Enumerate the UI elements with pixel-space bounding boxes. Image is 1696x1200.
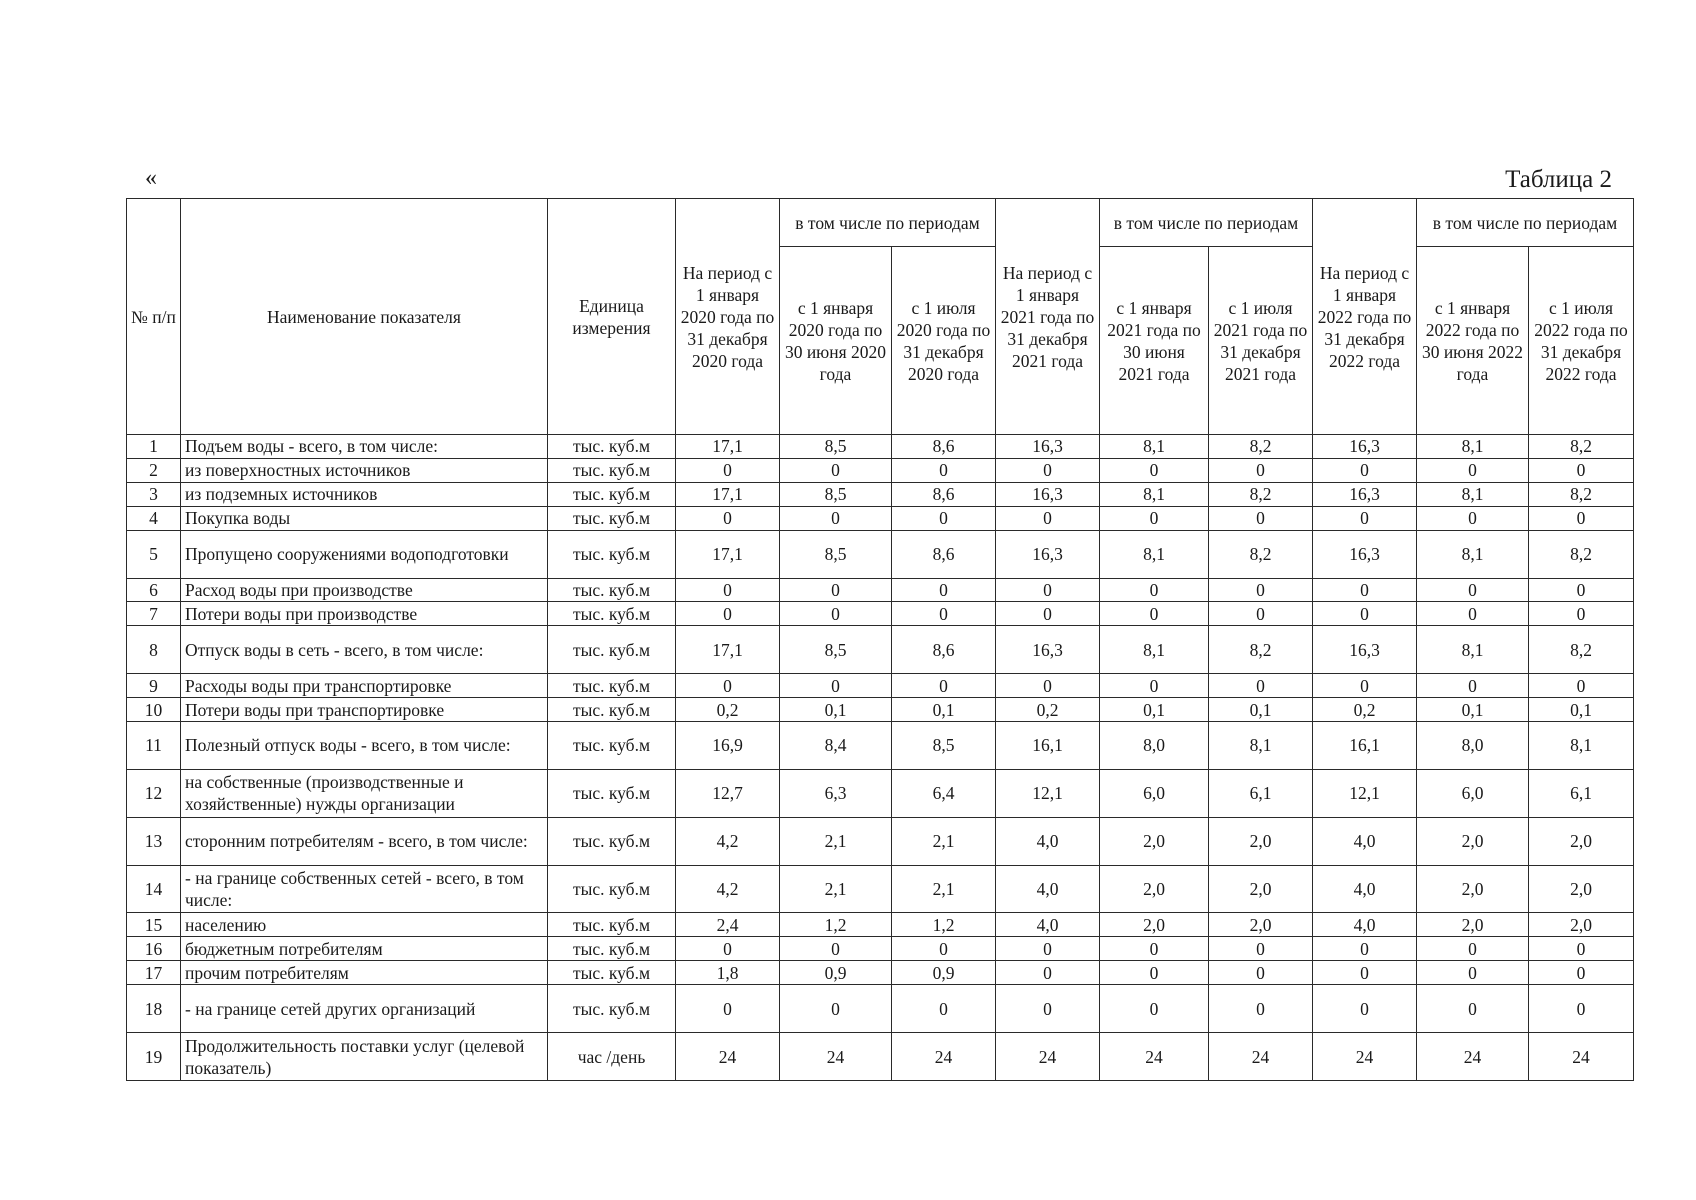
value-cell: 0 (1313, 674, 1417, 698)
value-cell: 2,0 (1209, 913, 1313, 937)
value-cell: 2,0 (1100, 865, 1209, 913)
value-cell: 0 (1529, 674, 1634, 698)
value-cell: 0 (1417, 506, 1529, 530)
value-cell: 0 (1313, 506, 1417, 530)
unit-cell: тыс. куб.м (548, 458, 676, 482)
value-cell: 0 (1100, 458, 1209, 482)
value-cell: 0 (892, 602, 996, 626)
header-including-2021: в том числе по периодам (1100, 199, 1313, 247)
header-2022-h2: с 1 июля 2022 года по 31 декабря 2022 года (1529, 247, 1634, 435)
value-cell: 0 (676, 602, 780, 626)
value-cell: 0,9 (780, 961, 892, 985)
value-cell: 12,7 (676, 769, 780, 817)
value-cell: 0 (996, 458, 1100, 482)
value-cell: 0,2 (676, 698, 780, 722)
value-cell: 8,1 (1100, 626, 1209, 674)
value-cell: 17,1 (676, 626, 780, 674)
indicator-name: Потери воды при производстве (181, 602, 548, 626)
value-cell: 24 (996, 1033, 1100, 1081)
value-cell: 0 (996, 602, 1100, 626)
indicator-name: сторонним потребителям - всего, в том числе: (181, 817, 548, 865)
row-number: 8 (127, 626, 181, 674)
value-cell: 0 (892, 674, 996, 698)
value-cell: 6,1 (1529, 769, 1634, 817)
table-row (127, 674, 1634, 698)
value-cell: 0 (1313, 985, 1417, 1033)
unit-cell: тыс. куб.м (548, 817, 676, 865)
water-supply-indicators-table (126, 198, 1634, 1081)
unit-cell: час /день (548, 1033, 676, 1081)
header-unit: Единица измерения (548, 199, 676, 435)
table-row (127, 626, 1634, 674)
value-cell: 0 (1417, 961, 1529, 985)
value-cell: 0 (1313, 961, 1417, 985)
value-cell: 0 (1417, 602, 1529, 626)
value-cell: 17,1 (676, 482, 780, 506)
value-cell: 8,2 (1529, 482, 1634, 506)
header-including-2020: в том числе по периодам (780, 199, 996, 247)
row-number: 16 (127, 937, 181, 961)
value-cell: 0 (1529, 602, 1634, 626)
table-row (127, 937, 1634, 961)
unit-cell: тыс. куб.м (548, 602, 676, 626)
row-number: 5 (127, 530, 181, 578)
value-cell: 8,5 (780, 530, 892, 578)
value-cell: 0 (1313, 578, 1417, 602)
value-cell: 8,2 (1209, 482, 1313, 506)
value-cell: 12,1 (1313, 769, 1417, 817)
value-cell: 24 (1313, 1033, 1417, 1081)
value-cell: 0 (1209, 602, 1313, 626)
value-cell: 4,0 (1313, 913, 1417, 937)
value-cell: 4,0 (1313, 817, 1417, 865)
value-cell: 16,1 (996, 722, 1100, 770)
table-row (127, 1033, 1634, 1081)
value-cell: 24 (676, 1033, 780, 1081)
row-number: 13 (127, 817, 181, 865)
value-cell: 0 (1529, 961, 1634, 985)
header-2020-h1: с 1 января 2020 года по 30 июня 2020 года (780, 247, 892, 435)
unit-cell: тыс. куб.м (548, 722, 676, 770)
value-cell: 16,3 (1313, 482, 1417, 506)
unit-cell: тыс. куб.м (548, 937, 676, 961)
value-cell: 8,5 (780, 482, 892, 506)
unit-cell: тыс. куб.м (548, 961, 676, 985)
value-cell: 0 (676, 578, 780, 602)
value-cell: 0 (996, 578, 1100, 602)
unit-cell: тыс. куб.м (548, 482, 676, 506)
value-cell: 0 (996, 937, 1100, 961)
value-cell: 6,1 (1209, 769, 1313, 817)
value-cell: 2,1 (780, 865, 892, 913)
value-cell: 1,2 (780, 913, 892, 937)
unit-cell: тыс. куб.м (548, 578, 676, 602)
value-cell: 4,2 (676, 817, 780, 865)
value-cell: 0 (1209, 458, 1313, 482)
row-number: 1 (127, 435, 181, 459)
value-cell: 0 (1417, 458, 1529, 482)
value-cell: 8,2 (1209, 530, 1313, 578)
value-cell: 8,1 (1417, 626, 1529, 674)
table-row (127, 458, 1634, 482)
value-cell: 2,0 (1417, 913, 1529, 937)
value-cell: 0 (892, 458, 996, 482)
value-cell: 8,0 (1100, 722, 1209, 770)
table-title: Таблица 2 (1505, 166, 1612, 193)
value-cell: 8,6 (892, 482, 996, 506)
indicator-name: из подземных источников (181, 482, 548, 506)
header-total-2020: На период с 1 января 2020 года по 31 декабря 2020 года (676, 199, 780, 435)
table-body (127, 435, 1634, 1081)
value-cell: 8,1 (1100, 435, 1209, 459)
value-cell: 2,0 (1529, 817, 1634, 865)
value-cell: 0,1 (1100, 698, 1209, 722)
value-cell: 0 (1529, 985, 1634, 1033)
value-cell: 0 (676, 506, 780, 530)
value-cell: 8,4 (780, 722, 892, 770)
value-cell: 0 (1209, 578, 1313, 602)
row-number: 15 (127, 913, 181, 937)
header-2022-h1: с 1 января 2022 года по 30 июня 2022 года (1417, 247, 1529, 435)
value-cell: 8,1 (1209, 722, 1313, 770)
value-cell: 0 (780, 937, 892, 961)
value-cell: 2,1 (780, 817, 892, 865)
unit-cell: тыс. куб.м (548, 626, 676, 674)
value-cell: 8,2 (1209, 435, 1313, 459)
value-cell: 0 (780, 602, 892, 626)
value-cell: 24 (1100, 1033, 1209, 1081)
value-cell: 16,9 (676, 722, 780, 770)
indicator-name: на собственные (производственные и хозяйственные) нужды организации (181, 769, 548, 817)
value-cell: 0 (676, 937, 780, 961)
value-cell: 8,1 (1417, 435, 1529, 459)
table-row (127, 865, 1634, 913)
unit-cell: тыс. куб.м (548, 506, 676, 530)
header-2020-h2: с 1 июля 2020 года по 31 декабря 2020 года (892, 247, 996, 435)
value-cell: 24 (1417, 1033, 1529, 1081)
row-number: 11 (127, 722, 181, 770)
value-cell: 2,1 (892, 865, 996, 913)
row-number: 4 (127, 506, 181, 530)
value-cell: 0 (1529, 458, 1634, 482)
row-number: 17 (127, 961, 181, 985)
indicator-name: - на границе сетей других организаций (181, 985, 548, 1033)
value-cell: 8,1 (1100, 530, 1209, 578)
table-row (127, 482, 1634, 506)
unit-cell: тыс. куб.м (548, 769, 676, 817)
unit-cell: тыс. куб.м (548, 435, 676, 459)
value-cell: 0 (1209, 937, 1313, 961)
value-cell: 0,1 (780, 698, 892, 722)
value-cell: 0 (1100, 985, 1209, 1033)
unit-cell: тыс. куб.м (548, 698, 676, 722)
value-cell: 0 (1529, 937, 1634, 961)
table-row (127, 698, 1634, 722)
indicator-name: Отпуск воды в сеть - всего, в том числе: (181, 626, 548, 674)
indicator-name: Продолжительность поставки услуг (целевой показатель) (181, 1033, 548, 1081)
table-row (127, 985, 1634, 1033)
value-cell: 8,6 (892, 626, 996, 674)
indicator-name: Подъем воды - всего, в том числе: (181, 435, 548, 459)
row-number: 2 (127, 458, 181, 482)
table-row (127, 913, 1634, 937)
value-cell: 0,1 (1209, 698, 1313, 722)
value-cell: 0 (780, 458, 892, 482)
value-cell: 2,0 (1417, 817, 1529, 865)
value-cell: 0 (892, 937, 996, 961)
value-cell: 0 (780, 506, 892, 530)
opening-quote-mark: « (145, 165, 157, 191)
value-cell: 24 (892, 1033, 996, 1081)
indicator-name: Расходы воды при транспортировке (181, 674, 548, 698)
table-row (127, 506, 1634, 530)
value-cell: 8,1 (1529, 722, 1634, 770)
value-cell: 0 (1100, 961, 1209, 985)
value-cell: 0 (1417, 985, 1529, 1033)
value-cell: 0 (1417, 674, 1529, 698)
value-cell: 0 (996, 961, 1100, 985)
value-cell: 8,2 (1529, 530, 1634, 578)
table-row (127, 578, 1634, 602)
value-cell: 4,0 (996, 817, 1100, 865)
value-cell: 6,3 (780, 769, 892, 817)
header-2021-h2: с 1 июля 2021 года по 31 декабря 2021 года (1209, 247, 1313, 435)
value-cell: 2,0 (1100, 913, 1209, 937)
value-cell: 0 (1100, 602, 1209, 626)
value-cell: 0 (892, 578, 996, 602)
value-cell: 0 (1313, 602, 1417, 626)
header-including-2022: в том числе по периодам (1417, 199, 1634, 247)
value-cell: 0,1 (892, 698, 996, 722)
value-cell: 8,6 (892, 435, 996, 459)
value-cell: 0 (892, 985, 996, 1033)
value-cell: 8,1 (1417, 482, 1529, 506)
value-cell: 0 (1100, 674, 1209, 698)
value-cell: 0 (780, 985, 892, 1033)
value-cell: 0 (1209, 674, 1313, 698)
indicator-name: населению (181, 913, 548, 937)
value-cell: 0 (1313, 458, 1417, 482)
value-cell: 12,1 (996, 769, 1100, 817)
header-name: Наименование показателя (181, 199, 548, 435)
value-cell: 0,1 (1417, 698, 1529, 722)
value-cell: 0 (996, 674, 1100, 698)
indicator-name: из поверхностных источников (181, 458, 548, 482)
value-cell: 17,1 (676, 530, 780, 578)
header-total-2021: На период с 1 января 2021 года по 31 декабря 2021 года (996, 199, 1100, 435)
value-cell: 0 (892, 506, 996, 530)
value-cell: 0 (1529, 506, 1634, 530)
value-cell: 0 (996, 506, 1100, 530)
value-cell: 0 (780, 674, 892, 698)
value-cell: 6,0 (1417, 769, 1529, 817)
value-cell: 0,1 (1529, 698, 1634, 722)
value-cell: 0 (1100, 506, 1209, 530)
table-row (127, 530, 1634, 578)
row-number: 19 (127, 1033, 181, 1081)
value-cell: 24 (1209, 1033, 1313, 1081)
value-cell: 0 (1100, 937, 1209, 961)
value-cell: 8,2 (1209, 626, 1313, 674)
value-cell: 2,4 (676, 913, 780, 937)
row-number: 12 (127, 769, 181, 817)
value-cell: 0 (676, 985, 780, 1033)
table-row (127, 769, 1634, 817)
indicator-name: прочим потребителям (181, 961, 548, 985)
value-cell: 4,0 (1313, 865, 1417, 913)
value-cell: 8,2 (1529, 435, 1634, 459)
unit-cell: тыс. куб.м (548, 530, 676, 578)
value-cell: 8,5 (780, 626, 892, 674)
value-cell: 0 (996, 985, 1100, 1033)
row-number: 18 (127, 985, 181, 1033)
value-cell: 24 (780, 1033, 892, 1081)
value-cell: 16,3 (1313, 530, 1417, 578)
value-cell: 0 (1209, 985, 1313, 1033)
row-number: 3 (127, 482, 181, 506)
header-2021-h1: с 1 января 2021 года по 30 июня 2021 года (1100, 247, 1209, 435)
value-cell: 0 (1100, 578, 1209, 602)
value-cell: 16,3 (996, 435, 1100, 459)
indicator-name: Потери воды при транспортировке (181, 698, 548, 722)
value-cell: 2,0 (1100, 817, 1209, 865)
table-row (127, 602, 1634, 626)
value-cell: 0 (1209, 506, 1313, 530)
table-row (127, 817, 1634, 865)
value-cell: 4,0 (996, 913, 1100, 937)
value-cell: 0 (676, 458, 780, 482)
value-cell: 16,3 (996, 626, 1100, 674)
value-cell: 0,9 (892, 961, 996, 985)
value-cell: 17,1 (676, 435, 780, 459)
value-cell: 0 (1313, 937, 1417, 961)
unit-cell: тыс. куб.м (548, 865, 676, 913)
table-row (127, 435, 1634, 459)
value-cell: 16,3 (996, 530, 1100, 578)
header-total-2022: На период с 1 января 2022 года по 31 декабря 2022 года (1313, 199, 1417, 435)
value-cell: 24 (1529, 1033, 1634, 1081)
value-cell: 0 (676, 674, 780, 698)
value-cell: 16,1 (1313, 722, 1417, 770)
value-cell: 16,3 (1313, 626, 1417, 674)
unit-cell: тыс. куб.м (548, 985, 676, 1033)
value-cell: 0 (1417, 937, 1529, 961)
value-cell: 0 (1417, 578, 1529, 602)
row-number: 6 (127, 578, 181, 602)
value-cell: 2,0 (1417, 865, 1529, 913)
value-cell: 0 (1209, 961, 1313, 985)
value-cell: 1,2 (892, 913, 996, 937)
row-number: 9 (127, 674, 181, 698)
unit-cell: тыс. куб.м (548, 674, 676, 698)
value-cell: 2,1 (892, 817, 996, 865)
indicator-name: Пропущено сооружениями водоподготовки (181, 530, 548, 578)
value-cell: 0 (1529, 578, 1634, 602)
value-cell: 8,1 (1100, 482, 1209, 506)
value-cell: 16,3 (1313, 435, 1417, 459)
value-cell: 2,0 (1209, 817, 1313, 865)
header-num: № п/п (127, 199, 181, 435)
value-cell: 0,2 (1313, 698, 1417, 722)
table-row (127, 961, 1634, 985)
row-number: 10 (127, 698, 181, 722)
value-cell: 16,3 (996, 482, 1100, 506)
value-cell: 2,0 (1529, 865, 1634, 913)
value-cell: 1,8 (676, 961, 780, 985)
row-number: 7 (127, 602, 181, 626)
value-cell: 6,0 (1100, 769, 1209, 817)
value-cell: 2,0 (1209, 865, 1313, 913)
value-cell: 8,5 (892, 722, 996, 770)
indicator-name: Полезный отпуск воды - всего, в том числе: (181, 722, 548, 770)
indicator-name: Расход воды при производстве (181, 578, 548, 602)
value-cell: 0,2 (996, 698, 1100, 722)
indicator-name: Покупка воды (181, 506, 548, 530)
value-cell: 8,0 (1417, 722, 1529, 770)
value-cell: 4,2 (676, 865, 780, 913)
indicator-name: бюджетным потребителям (181, 937, 548, 961)
value-cell: 4,0 (996, 865, 1100, 913)
value-cell: 8,1 (1417, 530, 1529, 578)
value-cell: 8,2 (1529, 626, 1634, 674)
value-cell: 6,4 (892, 769, 996, 817)
row-number: 14 (127, 865, 181, 913)
indicator-name: - на границе собственных сетей - всего, в том числе: (181, 865, 548, 913)
value-cell: 8,5 (780, 435, 892, 459)
value-cell: 8,6 (892, 530, 996, 578)
unit-cell: тыс. куб.м (548, 913, 676, 937)
table-row (127, 722, 1634, 770)
value-cell: 2,0 (1529, 913, 1634, 937)
value-cell: 0 (780, 578, 892, 602)
